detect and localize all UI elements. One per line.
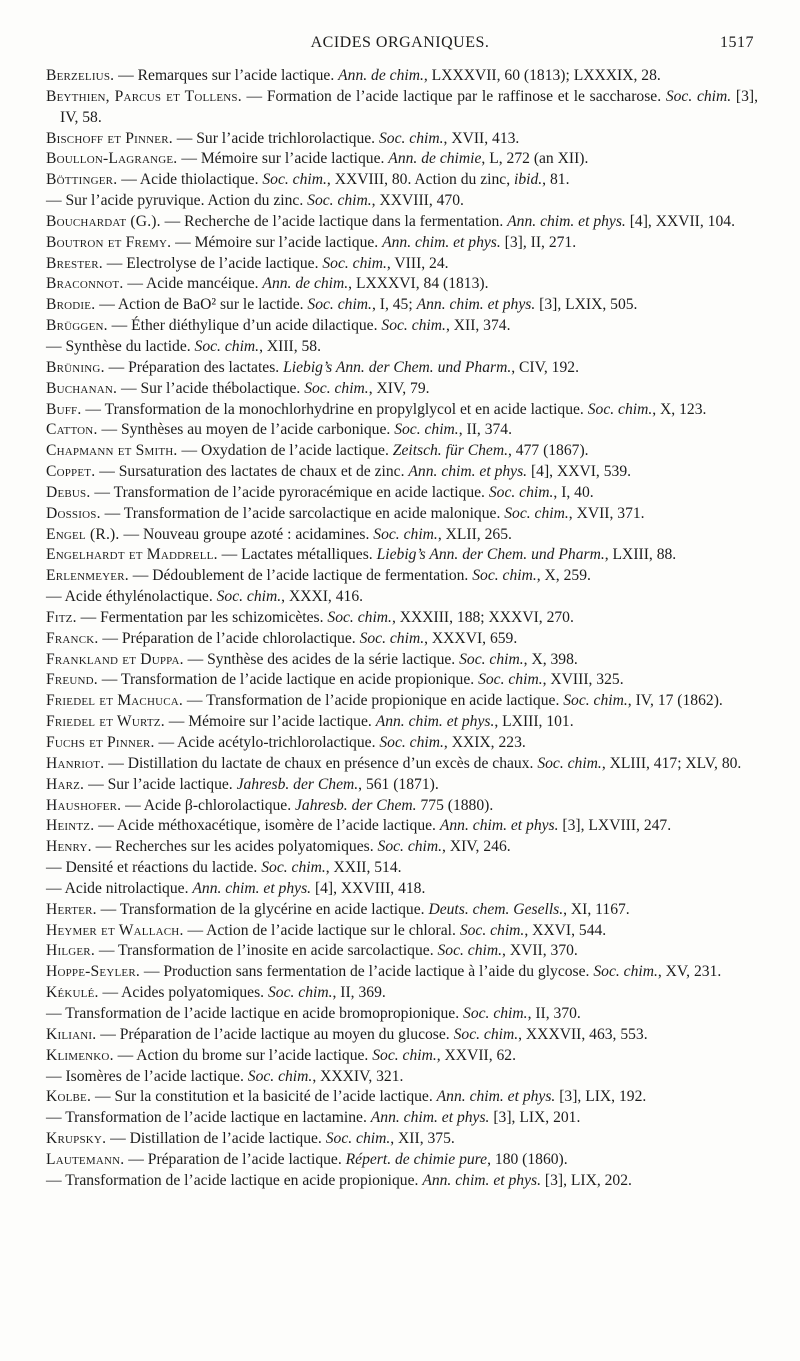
bibliography-entry <box>46 170 758 191</box>
page-number: 1517 <box>720 34 754 51</box>
entry-source: Ann. chim. et phys. <box>439 817 559 835</box>
bibliography-entry <box>46 1067 758 1088</box>
bibliography-entry <box>46 400 758 421</box>
entry-reference: , XXXVII, 463, 553. <box>518 1025 648 1043</box>
bibliography-entry <box>46 587 758 608</box>
entry-reference: , XVII, 371. <box>568 504 645 522</box>
entry-title: — Production sans fermentation de l’acide lactique à l’aide du glycose. <box>139 963 594 981</box>
bibliography-entry <box>46 691 758 712</box>
entry-title: — Densité et réactions du lactide. <box>46 859 262 877</box>
entry-source: Soc. chim. <box>563 692 628 710</box>
bibliography-entry <box>46 816 758 837</box>
entry-source: Zeitsch. für Chem. <box>392 442 508 460</box>
entry-author: Engelhardt et Maddrell. <box>46 546 218 564</box>
bibliography-entry <box>46 87 758 129</box>
entry-title: — Isomères de l’acide lactique. <box>46 1067 248 1085</box>
entry-title: — Acide thiolactique. <box>117 171 263 189</box>
entry-reference: 775 (1880). <box>416 796 494 814</box>
entry-reference: , I, 40. <box>553 483 594 501</box>
entry-title: — Transformation de la monochlorhydrine en propylglycol et en acide lactique. <box>81 400 588 418</box>
entry-source: Ann. de chimie <box>388 150 482 168</box>
entry-author: Braconnot. <box>46 275 124 293</box>
bibliography-entry <box>46 337 758 358</box>
bibliography-entry <box>46 1004 758 1025</box>
entry-title: — Mémoire sur l’acide lactique. <box>164 713 376 731</box>
entry-source: Soc. chim. <box>537 754 602 772</box>
entry-author: Buff. <box>46 400 82 418</box>
bibliography-entry <box>46 545 758 566</box>
entry-author: Kékulé. <box>46 984 99 1002</box>
entry-source: ibid. <box>514 171 543 189</box>
entry-title: — Remarques sur l’acide lactique. <box>114 67 339 84</box>
entry-title: — Préparation de l’acide lactique au moyen du glucose. <box>96 1025 454 1043</box>
entry-reference: , XI, 1167. <box>563 900 630 918</box>
entry-title: — Sur la constitution et la basicité de l’acide lactique. <box>91 1088 437 1106</box>
entry-author: Brüning. <box>46 358 105 376</box>
entry-title: — Transformation de l’acide pyroracémique en acide lactique. <box>90 483 489 501</box>
entry-reference: , XXII, 514. <box>325 859 402 877</box>
bibliography-entry <box>46 441 758 462</box>
bibliography-entry <box>46 837 758 858</box>
entry-reference: , XLIII, 417; XLV, 80. <box>601 754 742 772</box>
entry-author: Henry. <box>46 838 92 856</box>
entry-reference: , CIV, 192. <box>511 358 579 376</box>
entry-title: — Sur l’acide lactique. <box>84 775 237 793</box>
entry-reference: , XIII, 58. <box>259 337 322 355</box>
entry-source: Soc. chim. <box>247 1067 313 1085</box>
entry-author: Boullon-Lagrange. <box>46 150 178 168</box>
entry-reference: , XVII, 370. <box>502 942 578 960</box>
entry-source: Soc. chim. <box>262 171 327 189</box>
entry-reference: [4], XXVIII, 418. <box>311 879 426 897</box>
entry-author: Herter. <box>46 900 97 918</box>
bibliography-entry <box>46 566 758 587</box>
entry-reference: , II, 369. <box>332 984 386 1002</box>
entry-title: — Sur l’acide trichlorolactique. <box>172 129 379 147</box>
entry-author: Franck. <box>46 629 99 647</box>
bibliography-entry <box>46 254 758 275</box>
bibliography-entry <box>46 295 758 316</box>
bibliography-entry <box>46 525 758 546</box>
bibliography-entry <box>46 983 758 1004</box>
bibliography-entry <box>46 379 758 400</box>
bibliography-entry <box>46 358 758 379</box>
entry-source: Ann. chim. et phys. <box>416 296 536 314</box>
bibliography-entry <box>46 796 758 817</box>
bibliography-entry <box>46 66 758 87</box>
entry-title: — Synthèses au moyen de l’acide carbonique. <box>97 421 395 439</box>
entry-source: Soc. chim. <box>504 504 569 522</box>
entry-source: Jahresb. der Chem. <box>236 775 359 793</box>
running-head <box>46 34 754 58</box>
bibliography-entry <box>46 149 758 170</box>
entry-author: Heintz. <box>46 817 95 835</box>
entry-reference: , 561 (1871). <box>358 775 439 793</box>
bibliography-entry <box>46 629 758 650</box>
bibliography-entry <box>46 754 758 775</box>
entry-author: Hilger. <box>46 942 95 960</box>
entry-source: Répert. de chimie pure <box>345 1150 488 1168</box>
bibliography-entry <box>46 316 758 337</box>
entry-author: Brodie. <box>46 296 96 314</box>
entry-title: — Distillation de l’acide lactique. <box>106 1130 326 1148</box>
entry-reference: , XV, 231. <box>657 963 722 981</box>
entry-author: Fuchs et Pinner. <box>46 734 155 751</box>
entry-reference: , I, 45; <box>371 296 417 314</box>
entry-reference: , XXVIII, 80. Action du zinc, <box>326 171 514 189</box>
entry-source: Soc. chim. <box>325 1130 391 1148</box>
bibliography-entry <box>46 504 758 525</box>
entry-author: Engel (R.). <box>46 525 120 543</box>
entry-title: — Formation de l’acide lactique par le raffinose et le saccharose. <box>241 87 666 105</box>
entry-author: Kiliani. <box>46 1025 97 1043</box>
entry-title: — Transformation de l’acide lactique en acide propionique. <box>97 671 479 689</box>
entry-reference: , 81. <box>542 171 570 189</box>
bibliography-entry <box>46 274 758 295</box>
bibliography-entry <box>46 670 758 691</box>
bibliography-list <box>46 66 758 1192</box>
entry-source: Soc. chim. <box>488 483 554 501</box>
entry-source: Ann. de chim. <box>262 275 349 293</box>
entry-reference: [3], LIX, 202. <box>540 1171 632 1189</box>
entry-author: Brüggen. <box>46 317 108 335</box>
entry-reference: , XII, 375. <box>390 1130 455 1148</box>
entry-title: — Transformation de l’inosite en acide sarcolactique. <box>94 942 438 960</box>
entry-reference: , LXXXVI, 84 (1813). <box>348 275 489 293</box>
entry-source: Soc. chim. <box>378 129 444 147</box>
entry-source: Soc. chim. <box>593 963 658 981</box>
page-title: ACIDES ORGANIQUES. <box>310 34 490 51</box>
bibliography-entry <box>46 608 758 629</box>
entry-reference: , XVIII, 325. <box>542 671 624 689</box>
entry-source: Ann. chim. et phys. <box>408 463 528 481</box>
entry-title: — Lactates métalliques. <box>217 546 377 564</box>
entry-reference: , XXVI, 544. <box>524 921 607 939</box>
bibliography-entry <box>46 712 758 733</box>
entry-title: — Préparation de l’acide chlorolactique. <box>98 629 360 647</box>
entry-reference: [3], LIX, 201. <box>489 1109 581 1127</box>
entry-title: — Transformation de la glycérine en acide lactique. <box>96 900 429 918</box>
entry-author: Coppet. <box>46 463 96 481</box>
entry-reference: , X, 398. <box>523 650 578 668</box>
bibliography-entry <box>46 941 758 962</box>
bibliography-entry <box>46 1171 758 1192</box>
entry-title: — Transformation de l’acide lactique en acide bromopropionique. <box>46 1004 464 1022</box>
bibliography-entry <box>46 483 758 504</box>
entry-author: Buchanan. <box>46 379 118 397</box>
entry-author: Catton. <box>46 421 98 439</box>
entry-source: Ann. chim. et phys. <box>382 233 501 251</box>
entry-author: Böttinger. <box>46 171 118 189</box>
entry-title: — Préparation des lactates. <box>104 358 284 376</box>
entry-reference: , LXIII, 101. <box>494 713 574 731</box>
entry-title: — Mémoire sur l’acide lactique. <box>177 150 389 168</box>
entry-title: — Sursaturation des lactates de chaux et de zinc. <box>95 463 409 481</box>
bibliography-entry <box>46 858 758 879</box>
entry-author: Lautemann. <box>46 1150 125 1168</box>
entry-title: — Distillation du lactate de chaux en présence d’un excès de chaux. <box>104 754 538 772</box>
entry-title: — Action de l’acide lactique sur le chloral. <box>183 921 460 939</box>
entry-title: — Transformation de l’acide propionique en acide lactique. <box>183 692 564 710</box>
entry-title: — Acide β-chlorolactique. <box>121 796 296 814</box>
entry-title: — Synthèse des acides de la série lactique. <box>183 650 460 668</box>
entry-reference: , X, 259. <box>536 567 591 585</box>
entry-reference: , XII, 374. <box>445 317 511 335</box>
entry-reference: [4], XXVII, 104. <box>625 212 735 230</box>
entry-reference: , XXVII, 62. <box>436 1046 517 1064</box>
bibliography-entry <box>46 962 758 983</box>
entry-title: — Acide mancéique. <box>123 275 263 293</box>
entry-title: — Action du brome sur l’acide lactique. <box>113 1046 373 1064</box>
entry-source: Ann. chim. et phys. <box>436 1088 556 1106</box>
entry-source: Soc. chim. <box>327 608 392 626</box>
entry-source: Soc. chim. <box>372 1046 437 1064</box>
entry-author: Haushofer. <box>46 796 122 814</box>
entry-source: Ann. chim. et phys. <box>422 1171 541 1189</box>
entry-reference: , LXXXVII, 60 (1813); LXXXIX, 28. <box>423 67 661 84</box>
entry-source: Soc. chim. <box>307 296 372 314</box>
entry-source: Soc. chim. <box>587 400 653 418</box>
entry-author: Friedel et Wurtz. <box>46 713 165 731</box>
entry-source: Soc. chim. <box>463 1004 528 1022</box>
entry-reference: , XXXVI, 659. <box>424 629 518 647</box>
entry-title: — Acide nitrolactique. <box>46 879 193 897</box>
entry-title: — Nouveau groupe azoté : acidamines. <box>119 525 374 543</box>
entry-source: Soc. chim. <box>377 838 443 856</box>
entry-source: Soc. chim. <box>267 984 333 1002</box>
entry-source: Jahresb. der Chem. <box>295 796 417 814</box>
entry-reference: , L, 272 (an XII). <box>481 150 589 168</box>
entry-source: Ann. de chim. <box>338 67 424 84</box>
bibliography-entry <box>46 1150 758 1171</box>
entry-author: Freund. <box>46 671 98 689</box>
entry-author: Hanriot. <box>46 754 105 772</box>
entry-source: Soc. chim. <box>307 192 372 210</box>
entry-source: Soc. chim. <box>453 1025 519 1043</box>
entry-author: Bischoff et Pinner. <box>46 129 173 147</box>
bibliography-entry <box>46 879 758 900</box>
entry-reference: , XLII, 265. <box>437 525 512 543</box>
entry-reference: [4], XXVI, 539. <box>527 463 632 481</box>
entry-reference: , XXXIII, 188; XXXVI, 270. <box>391 608 574 626</box>
entry-title: — Préparation de l’acide lactique. <box>124 1150 346 1168</box>
entry-author: Dossios. <box>46 504 101 522</box>
entry-author: Klimenko. <box>46 1046 114 1064</box>
entry-author: Bouchardat (G.). <box>46 212 161 230</box>
entry-source: Soc. chim. <box>304 379 369 397</box>
entry-source: Soc. chim. <box>472 567 537 585</box>
entry-author: Beythien, Parcus et Tollens. <box>46 87 242 105</box>
entry-reference: , XVII, 413. <box>443 129 520 147</box>
bibliography-entry <box>46 129 758 150</box>
entry-reference: , 180 (1860). <box>487 1150 568 1168</box>
bibliography-entry <box>46 1046 758 1067</box>
entry-author: Krupsky. <box>46 1130 107 1148</box>
entry-author: Hoppe-Seyler. <box>46 963 140 981</box>
entry-reference: , XXXIV, 321. <box>312 1067 404 1085</box>
entry-title: — Recherche de l’acide lactique dans la fermentation. <box>160 212 508 230</box>
entry-author: Boutron et Fremy. <box>46 233 172 251</box>
entry-author: Fitz. <box>46 608 77 626</box>
bibliography-entry <box>46 1025 758 1046</box>
entry-reference: , 477 (1867). <box>507 442 589 460</box>
entry-reference: , XXIX, 223. <box>443 734 526 751</box>
entry-source: Soc. chim. <box>437 942 503 960</box>
entry-source: Soc. chim. <box>478 671 543 689</box>
entry-author: Friedel et Machuca. <box>46 692 184 710</box>
bibliography-entry <box>46 733 758 754</box>
entry-source: Ann. chim. et phys. <box>370 1109 490 1127</box>
bibliography-entry <box>46 650 758 671</box>
entry-title: — Transformation de l’acide lactique en lactamine. <box>46 1109 371 1127</box>
entry-source: Liebig’s Ann. der Chem. und Pharm. <box>283 358 512 376</box>
bibliography-entry <box>46 1087 758 1108</box>
entry-author: Frankland et Duppa. <box>46 650 184 668</box>
bibliography-entry <box>46 1108 758 1129</box>
entry-reference: , II, 370. <box>527 1004 581 1022</box>
entry-author: Chapmann et Smith. <box>46 442 178 460</box>
entry-reference: , XIV, 79. <box>368 379 430 397</box>
entry-author: Berzelius. <box>46 67 115 84</box>
entry-source: Ann. chim. et phys. <box>507 212 626 230</box>
entry-author: Harz. <box>46 775 85 793</box>
bibliography-entry <box>46 233 758 254</box>
entry-title: — Synthèse du lactide. <box>46 337 195 355</box>
entry-source: Soc. chim. <box>322 254 387 272</box>
entry-reference: , VIII, 24. <box>386 254 449 272</box>
entry-source: Soc. chim. <box>381 317 446 335</box>
entry-source: Soc. chim. <box>373 525 438 543</box>
entry-source: Ann. chim. et phys. <box>375 713 495 731</box>
entry-title: — Acides polyatomiques. <box>98 984 268 1002</box>
entry-title: — Recherches sur les acides polyatomiques. <box>91 838 378 856</box>
entry-source: Soc. chim. <box>194 337 260 355</box>
entry-title: — Oxydation de l’acide lactique. <box>177 442 393 460</box>
entry-author: Debus. <box>46 483 91 501</box>
entry-title: — Sur l’acide thébolactique. <box>117 379 305 397</box>
entry-title: — Electrolyse de l’acide lactique. <box>102 254 323 272</box>
entry-author: Heymer et Wallach. <box>46 921 184 939</box>
entry-reference: , X, 123. <box>652 400 707 418</box>
entry-reference: , XXVIII, 470. <box>371 192 464 210</box>
entry-title: — Sur l’acide pyruvique. Action du zinc. <box>46 192 308 210</box>
entry-author: Erlenmeyer. <box>46 567 129 585</box>
entry-title: — Transformation de l’acide lactique en acide propionique. <box>46 1171 423 1189</box>
entry-author: Brester. <box>46 254 103 272</box>
entry-title: — Éther diéthylique d’un acide dilactique. <box>107 317 382 335</box>
entry-source: Soc. chim. <box>459 921 525 939</box>
entry-source: Soc. chim. <box>665 87 732 105</box>
bibliography-entry <box>46 462 758 483</box>
entry-reference: [3], II, 271. <box>500 233 577 251</box>
entry-title: — Acide éthylénolactique. <box>46 588 217 606</box>
entry-reference: , XIV, 246. <box>442 838 511 856</box>
entry-title: — Dédoublement de l’acide lactique de fermentation. <box>128 567 473 585</box>
entry-source: Soc. chim. <box>379 734 444 751</box>
entry-reference: , II, 374. <box>458 421 512 439</box>
entry-source: Soc. chim. <box>216 588 282 606</box>
entry-reference: [3], LXVIII, 247. <box>558 817 672 835</box>
entry-source: Soc. chim. <box>394 421 459 439</box>
entry-source: Ann. chim. et phys. <box>192 879 312 897</box>
entry-title: — Acide méthoxacétique, isomère de l’acide lactique. <box>94 817 440 835</box>
entry-title: — Mémoire sur l’acide lactique. <box>171 233 383 251</box>
entry-source: Soc. chim. <box>359 629 425 647</box>
entry-source: Deuts. chem. Gesells. <box>428 900 564 918</box>
bibliography-entry <box>46 420 758 441</box>
entry-title: — Transformation de l’acide sarcolactique en acide malonique. <box>100 504 505 522</box>
entry-source: Soc. chim. <box>459 650 524 668</box>
bibliography-entry <box>46 775 758 796</box>
entry-title: — Action de BaO² sur le lactide. <box>95 296 308 314</box>
entry-title: — Fermentation par les schizomicètes. <box>76 608 328 626</box>
entry-reference: , LXIII, 88. <box>604 546 677 564</box>
bibliography-entry <box>46 900 758 921</box>
entry-reference: , XXXI, 416. <box>281 588 364 606</box>
bibliography-entry <box>46 921 758 942</box>
entry-source: Soc. chim. <box>261 859 326 877</box>
entry-source: Liebig’s Ann. der Chem. und Pharm. <box>376 546 605 564</box>
entry-reference: [3], LIX, 192. <box>555 1088 647 1106</box>
entry-reference: [3], LXIX, 505. <box>535 296 638 314</box>
entry-title: — Acide acétylo-trichlorolactique. <box>154 734 380 751</box>
bibliography-entry <box>46 1129 758 1150</box>
entry-reference: [3], IV, 58. <box>60 87 758 126</box>
entry-author: Kolbe. <box>46 1088 92 1106</box>
entry-reference: , IV, 17 (1862). <box>627 692 723 710</box>
bibliography-entry <box>46 212 758 233</box>
bibliography-entry <box>46 191 758 212</box>
